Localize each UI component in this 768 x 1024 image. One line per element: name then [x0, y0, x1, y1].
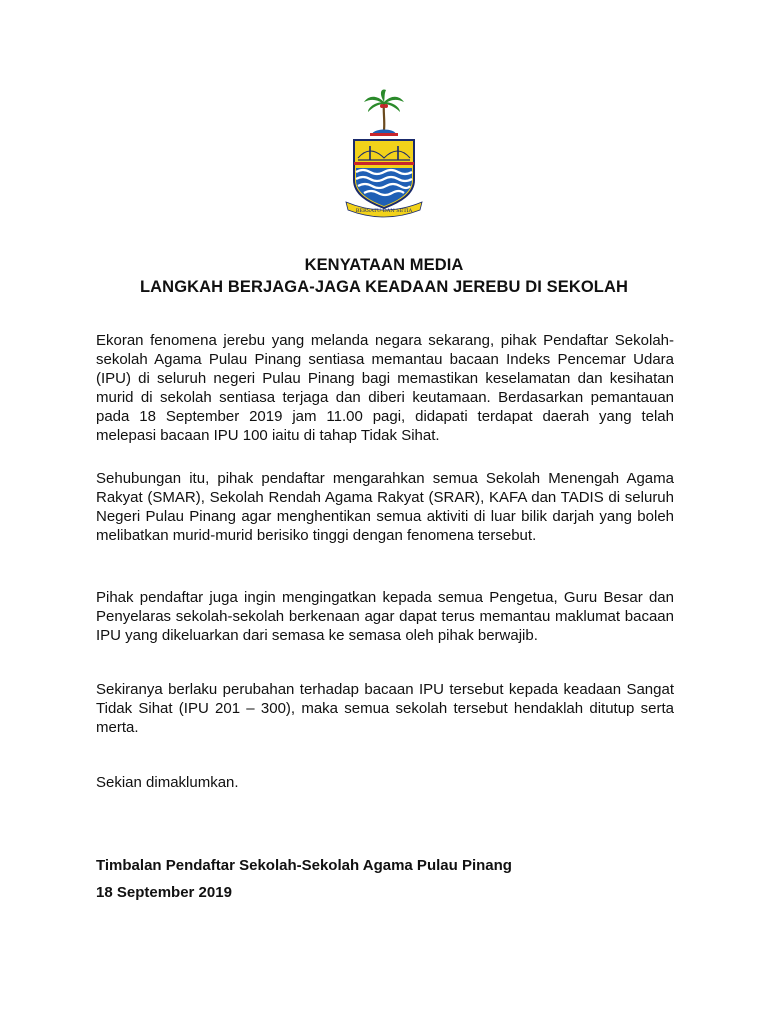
penang-coat-of-arms-icon — [340, 88, 428, 218]
paragraph-2: Sehubungan itu, pihak pendaftar mengarahkan semua Sekolah Menengah Agama Rakyat (SMAR), Sekolah Rendah Agama Rakyat (SRAR), KAFA dan TADIS di seluruh Negeri Pulau Pinang agar menghentikan semua aktiviti di luar bilik darjah yang boleh melibatkan murid-murid berisiko tinggi dengan fenomena tersebut. — [96, 470, 674, 544]
paragraph-4: Sekiranya berlaku perubahan terhadap bacaan IPU tersebut kepada keadaan Sangat Tidak Sihat (IPU 201 – 300), maka semua sekolah tersebut hendaklah ditutup serta merta. — [96, 681, 674, 736]
signatory-title: Timbalan Pendaftar Sekolah-Sekolah Agama Pulau Pinang — [96, 857, 512, 874]
signature-date: 18 September 2019 — [96, 884, 232, 901]
crest-motto-text: BERSATU DAN SETIA — [355, 208, 413, 214]
palm-fruit — [380, 104, 384, 108]
waves-icon — [356, 168, 412, 206]
paragraph-3: Pihak pendaftar juga ingin mengingatkan kepada semua Pengetua, Guru Besar dan Penyelaras sekolah-sekolah berkenaan agar dapat terus memantau maklumat bacaan IPU yang dikeluarkan dari semasa ke semasa oleh pihak berwajib. — [96, 589, 674, 644]
paragraph-1: Ekoran fenomena jerebu yang melanda negara sekarang, pihak Pendaftar Sekolah-sekolah Agama Pulau Pinang sentiasa memantau bacaan Indeks Pencemar Udara (IPU) di seluruh negeri Pulau Pinang bagi memastikan keselamatan dan kesihatan murid di sekolah sentiasa terjaga dan diberi keutamaan. Berdasarkan pemantauan pada 18 September 2019 jam 11.00 pagi, didapati terdapat daerah yang telah melepasi bacaan IPU 100 iaitu di tahap Tidak Sihat. — [96, 332, 674, 444]
title-line-1: KENYATAAN MEDIA — [304, 256, 464, 274]
closing-line: Sekian dimaklumkan. — [96, 774, 239, 791]
title-line-2: LANGKAH BERJAGA-JAGA KEADAAN JEREBU DI SEKOLAH — [139, 278, 629, 296]
